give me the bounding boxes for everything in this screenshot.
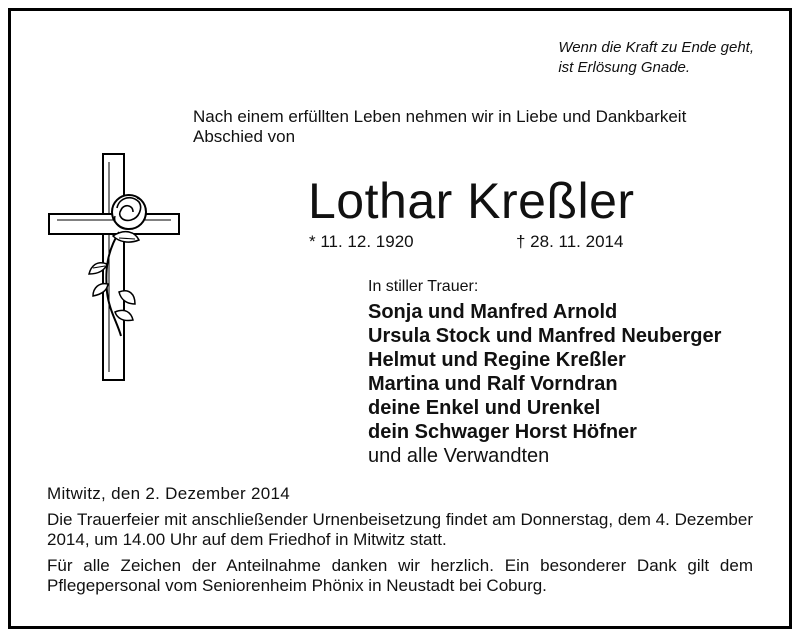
mourner-family: Martina und Ralf Vorndran xyxy=(368,373,618,395)
mourner-family: Helmut und Regine Kreßler xyxy=(368,349,626,371)
mourner-family: Sonja und Manfred Arnold xyxy=(368,301,618,323)
mourner-family: Ursula Stock und Manfred Neuberger xyxy=(368,325,722,347)
deceased-name: Lothar Kreßler xyxy=(308,173,635,229)
mourners-list xyxy=(368,277,721,468)
death-date: † 28. 11. 2014 xyxy=(516,232,624,251)
funeral-notice: Die Trauerfeier mit anschließender Urnenbeisetzung findet am Donnerstag, dem 4. Dezember 2014, um 14.00 Uhr auf dem Friedhof in Mitwitz statt. xyxy=(47,510,753,549)
intro-text xyxy=(193,107,753,147)
intro-line-1: Nach einem erfüllten Leben nehmen wir in Liebe und Dankbarkeit xyxy=(193,107,687,126)
motto-line-1: Wenn die Kraft zu Ende geht, xyxy=(558,39,754,56)
motto-line-2: ist Erlösung Gnade. xyxy=(558,59,691,76)
footer-notice xyxy=(47,484,753,596)
place-and-date: Mitwitz, den 2. Dezember 2014 xyxy=(47,484,291,503)
thanks-notice: Für alle Zeichen der Anteilnahme danken wir herzlich. Ein besonderer Dank gilt dem Pflegepersonal vom Seniorenheim Phönix in Neustadt bei Coburg. xyxy=(47,556,753,595)
mourner-family: deine Enkel und Urenkel xyxy=(368,397,601,419)
birth-date: * 11. 12. 1920 xyxy=(309,232,414,251)
intro-line-2: Abschied von xyxy=(193,127,296,146)
mourners-label: In stiller Trauer: xyxy=(368,278,479,295)
mourner-family: dein Schwager Horst Höfner xyxy=(368,421,637,443)
cross-with-rose-icon xyxy=(47,152,182,384)
motto-quote xyxy=(558,38,754,78)
mourner-relatives: und alle Verwandten xyxy=(368,445,550,467)
